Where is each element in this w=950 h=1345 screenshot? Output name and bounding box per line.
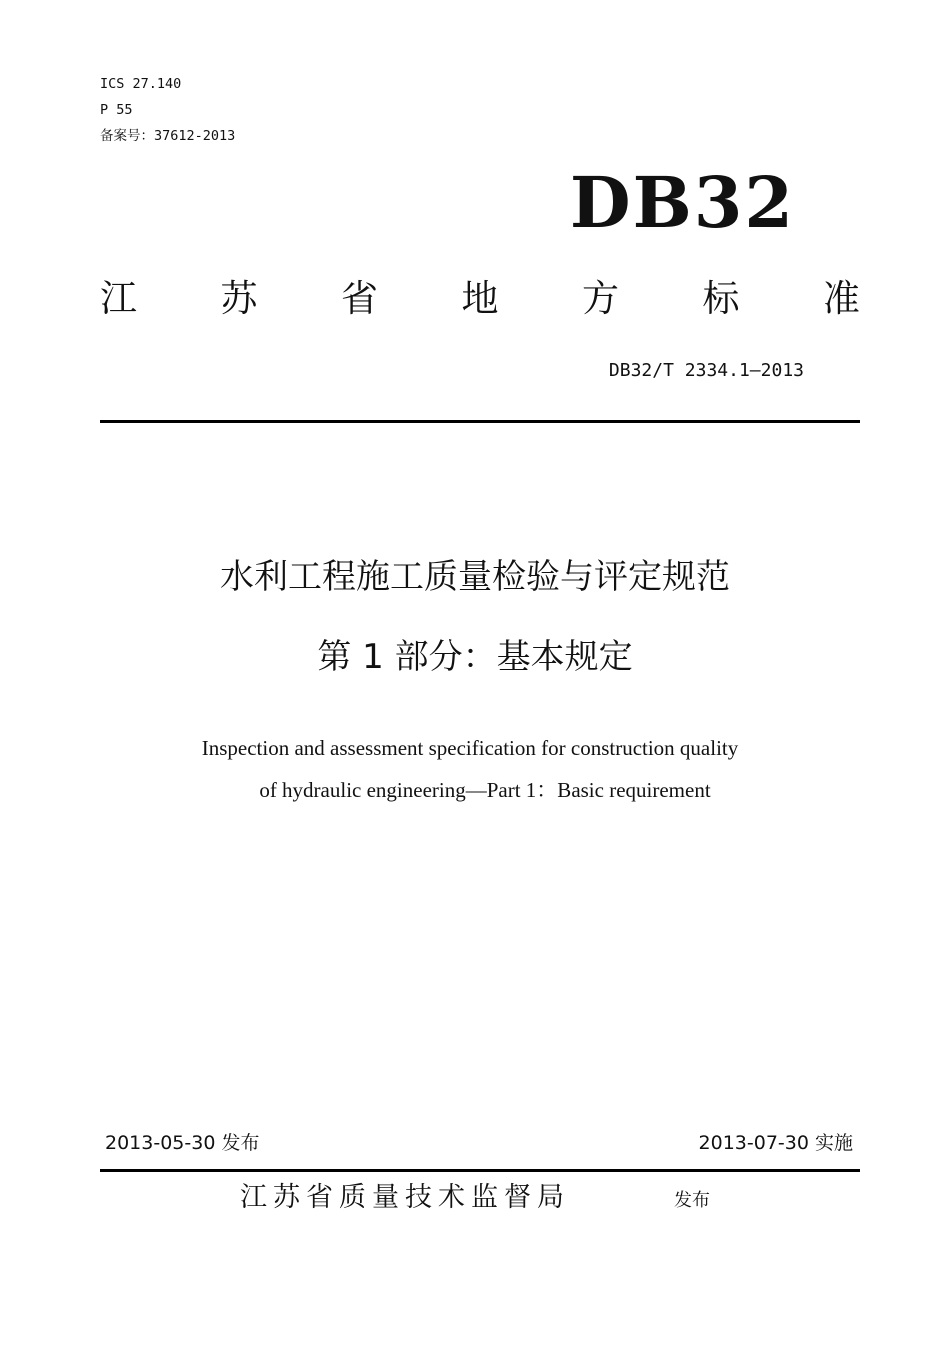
- title-chinese-line1: 水利工程施工质量检验与评定规范: [220, 557, 730, 597]
- ics-code: ICS 27.140: [100, 76, 182, 92]
- top-divider: [100, 420, 860, 423]
- standard-type-char: 地: [461, 277, 499, 320]
- standard-type-char: 江: [100, 277, 137, 320]
- filing-number: 备案号：37612-2013: [100, 128, 236, 144]
- standard-code-large: DB32: [569, 161, 796, 244]
- standard-type-heading: [100, 277, 860, 320]
- bottom-divider: [100, 1169, 860, 1172]
- standard-number: DB32/T 2334.1—2013: [608, 360, 804, 381]
- title-english-line1: Inspection and assessment specification for construction quality: [201, 736, 739, 760]
- title-english-line2: of hydraulic engineering—Part 1：Basic requirement: [259, 778, 711, 802]
- category-code: P 55: [100, 102, 133, 118]
- standard-type-char: 苏: [220, 277, 258, 320]
- issuing-authority: 江苏省质量技术监督局: [240, 1182, 570, 1213]
- standard-type-char: 标: [702, 277, 740, 320]
- title-chinese-line2: 第 1 部分：基本规定: [317, 637, 633, 677]
- issuing-authority-suffix: 发布: [674, 1190, 710, 1211]
- standard-type-char: 方: [582, 277, 619, 320]
- issue-date: 2013-05-30 发布: [105, 1132, 260, 1154]
- implementation-date: 2013-07-30 实施: [698, 1132, 853, 1154]
- standard-type-char: 省: [341, 277, 378, 320]
- standard-type-char: 准: [823, 277, 860, 320]
